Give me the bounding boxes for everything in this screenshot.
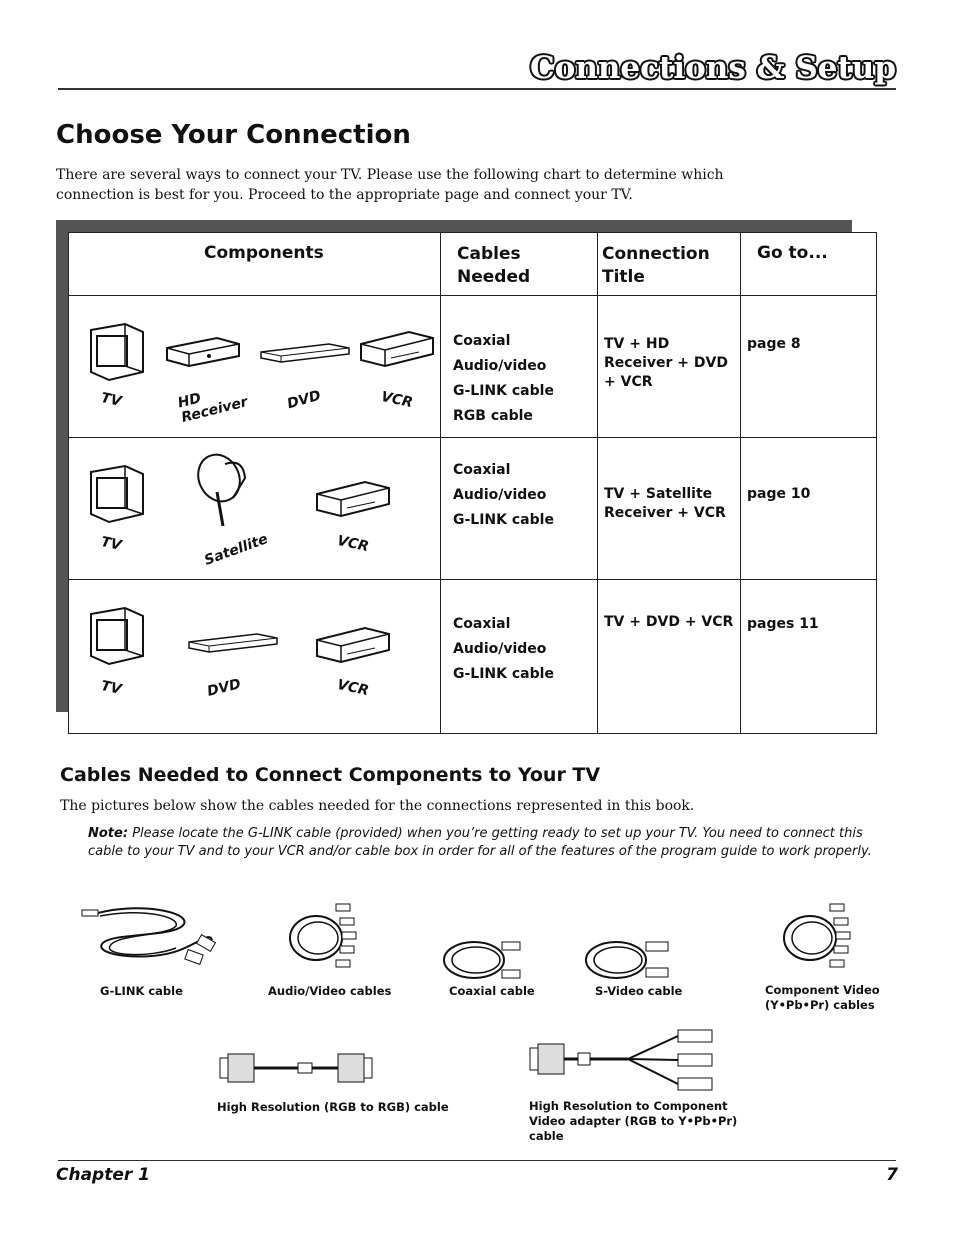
cable-caption: G-LINK cable [100,984,183,998]
rgb-to-rgb-cable-icon [218,1050,374,1086]
component-label: TV [99,678,123,698]
component-label: DVD [205,676,243,700]
cable-caption: Audio/Video cables [268,984,392,998]
goto-cell: page 8 [741,296,877,438]
rgb-to-component-adapter-icon [528,1026,720,1096]
components-cell [69,438,441,580]
component-label: Satellite [202,531,271,569]
tv-icon [87,464,147,526]
cable-caption: Coaxial cable [449,984,535,998]
dvd-icon [259,342,351,366]
chart-header-row [69,233,877,296]
dvd-icon [187,632,279,656]
components-cell [69,296,441,438]
component-label: TV [99,390,123,410]
component-label: TV [99,534,123,554]
cables-cell: Coaxial Audio/video G-LINK cable [441,580,598,734]
component-video-cables-icon [780,896,860,978]
tv-icon [87,606,147,668]
connection-title-cell: TV + Satellite Receiver + VCR [598,438,741,580]
component-label: VCR [379,388,415,412]
table-row [69,580,877,734]
cable-caption: High Resolution to Component Video adapter (RGB to Y•Pb•Pr) cable [529,1099,738,1143]
page-title: Choose Your Connection [56,120,411,150]
goto-cell: page 10 [741,438,877,580]
component-label: DVD [285,387,323,413]
component-label: HD Receiver [176,390,250,427]
intro-paragraph: There are several ways to connect your TV. Please use the following chart to determine which connection is best for you. Proceed to the appropriate page and connect your TV. [56,167,724,203]
vcr-icon [315,624,391,668]
cables-intro: The pictures below show the cables needed for the connections represented in this book. [60,798,695,814]
tv-icon [87,322,147,384]
goto-cell: pages 11 [741,580,877,734]
footer-chapter: Chapter 1 [56,1165,151,1185]
note-text: Please locate the G-LINK cable (provided) when you’re getting ready to set up your TV. You need to connect this cable to your TV and to your VCR and/or cable box in order for all of the features of the program guide to work properly. [88,826,872,859]
vcr-icon [359,328,435,372]
cables-cell: Coaxial Audio/video G-LINK cable [441,438,598,580]
satellite-dish-icon [193,452,253,528]
header-components: Components [69,233,441,296]
connection-title-cell: TV + DVD + VCR [598,580,741,734]
header-rule [58,88,896,90]
section-header-title: Connections & Setup [529,50,896,86]
page-number: 7 [886,1165,898,1185]
table-row [69,296,877,438]
header-cables: Cables Needed [441,233,598,296]
note-label: Note: [88,826,129,841]
audio-video-cables-icon [286,896,366,978]
cable-caption: High Resolution (RGB to RGB) cable [217,1100,449,1114]
header-goto: Go to... [741,233,877,296]
cables-cell: Coaxial Audio/video G-LINK cable RGB cable [441,296,598,438]
table-row [69,438,877,580]
s-video-cable-icon [582,938,678,982]
cable-caption: S-Video cable [595,984,683,998]
header-connection-title: Connection Title [598,233,741,296]
cables-section-title: Cables Needed to Connect Components to Your TV [60,764,601,786]
coaxial-cable-icon [440,938,530,982]
component-label: VCR [335,676,371,700]
vcr-icon [315,478,391,522]
hd-receiver-icon [165,334,241,370]
components-cell [69,580,441,734]
cable-caption: Component Video (Y•Pb•Pr) cables [765,983,880,1012]
glink-cable-icon [80,902,220,972]
note-paragraph [88,825,888,860]
footer-rule [58,1160,896,1161]
connection-chart [68,232,877,734]
component-label: VCR [335,532,371,556]
connection-title-cell: TV + HD Receiver + DVD + VCR [598,296,741,438]
